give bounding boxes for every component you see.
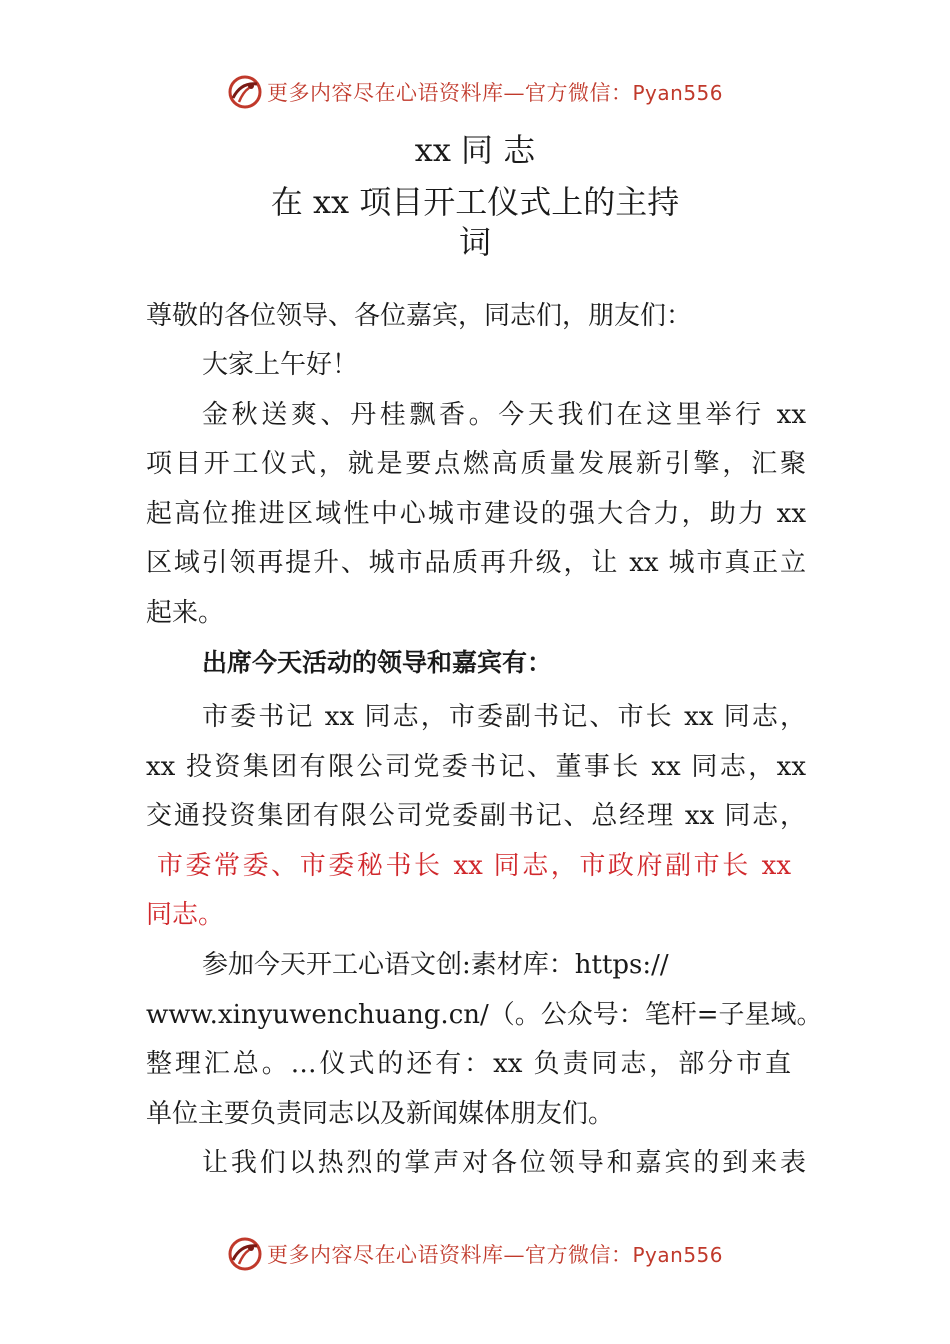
brand-logo-icon bbox=[227, 1236, 263, 1272]
body-line: 起来。 bbox=[146, 598, 225, 628]
body-line-highlight: 同志。 bbox=[146, 900, 225, 930]
header-banner bbox=[0, 72, 950, 112]
banner-text: 更多内容尽在心语资料库—官方微信：Pyan556 bbox=[266, 81, 723, 105]
body-line: 尊敬的各位领导、各位嘉宾，同志们，朋友们： bbox=[146, 301, 693, 331]
body-line: 整理汇总。…仪式的还有：xx 负责同志，部分市直 bbox=[146, 1049, 791, 1079]
body-line: 市委书记 xx 同志，市委副书记、市长 xx 同志， bbox=[202, 702, 806, 732]
title-line-2: 在 xx 项目开工仪式上的主持 bbox=[270, 183, 680, 221]
body-line: xx 投资集团有限公司党委书记、董事长 xx 同志，xx bbox=[146, 752, 806, 782]
title-line-3: 词 bbox=[458, 223, 491, 261]
footer-banner bbox=[0, 1234, 950, 1274]
banner-wechat-id: Pyan556 bbox=[632, 81, 723, 105]
banner-text: 更多内容尽在心语资料库—官方微信：Pyan556 bbox=[266, 1243, 723, 1267]
section-heading: 出席今天活动的领导和嘉宾有： bbox=[202, 648, 553, 677]
brand-logo-icon bbox=[227, 74, 263, 110]
body-line: 区域引领再提升、城市品质再升级，让 xx 城市真正立 bbox=[146, 548, 806, 578]
body-line: 让我们以热烈的掌声对各位领导和嘉宾的到来表 bbox=[202, 1148, 806, 1178]
body-line-highlight: 市委常委、市委秘书长 xx 同志，市政府副市长 xx bbox=[146, 851, 791, 881]
body-line: 参加今天开工心语文创:素材库：https:// bbox=[202, 950, 669, 980]
body-line: www.xinyuwenchuang.cn/（。公众号：笔杆=子星域。 bbox=[146, 1000, 823, 1030]
title-line-1: xx 同 志 bbox=[414, 131, 536, 169]
body-line: 项目开工仪式，就是要点燃高质量发展新引擎，汇聚 bbox=[146, 449, 806, 479]
body-line: 起高位推进区域性中心城市建设的强大合力，助力 xx bbox=[146, 499, 806, 529]
banner-wechat-id: Pyan556 bbox=[632, 1243, 723, 1267]
body-line: 大家上午好！ bbox=[202, 350, 359, 380]
body-line: 金秋送爽、丹桂飘香。今天我们在这里举行 xx bbox=[202, 400, 806, 430]
body-line: 交通投资集团有限公司党委副书记、总经理 xx 同志， bbox=[146, 801, 806, 831]
body-line: 单位主要负责同志以及新闻媒体朋友们。 bbox=[146, 1099, 615, 1129]
